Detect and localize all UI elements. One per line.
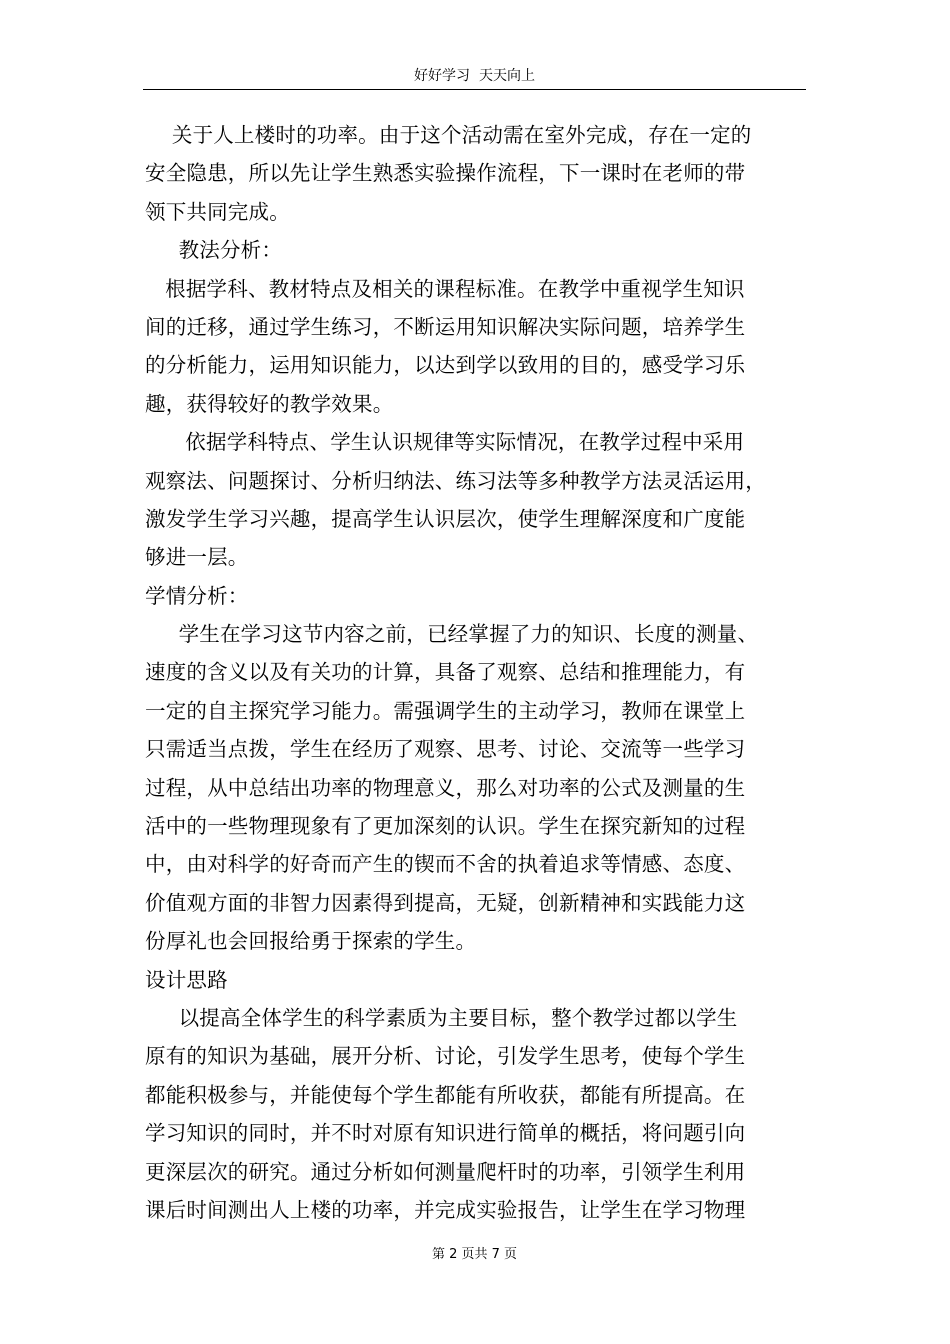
header-divider [143, 89, 806, 90]
text-line: 课后时间测出人上楼的功率，并完成实验报告，让学生在学习物理 [145, 1197, 746, 1222]
text-line: 都能积极参与，并能使每个学生都能有所收获，都能有所提高。在 [145, 1082, 746, 1107]
text-line: 价值观方面的非智力因素得到提高，无疑，创新精神和实践能力这 [145, 890, 746, 915]
text-line: 激发学生学习兴趣，提高学生认识层次，使学生理解深度和广度能 [145, 506, 746, 531]
text-line: 中，由对科学的好奇而产生的锲而不舍的执着追求等情感、态度、 [145, 852, 746, 877]
text-line: 观察法、问题探讨、分析归纳法、练习法等多种教学方法灵活运用， [145, 468, 766, 493]
text-line: 只需适当点拨，学生在经历了观察、思考、讨论、交流等一些学习 [145, 737, 746, 762]
text-line: 更深层次的研究。通过分析如何测量爬杆时的功率，引领学生利用 [145, 1159, 746, 1184]
page-header: 好好学习 天天向上 [414, 68, 535, 84]
page-footer: 第 2 页共 7 页 [431, 1247, 518, 1262]
text-line: 活中的一些物理现象有了更加深刻的认识。学生在探究新知的过程 [145, 814, 746, 839]
text-line: 领下共同完成。 [145, 199, 290, 224]
text-line: 依据学科特点、学生认识规律等实际情况，在教学过程中采用 [145, 430, 745, 455]
text-line: 够进一层。 [145, 545, 249, 570]
text-line: 一定的自主探究学习能力。需强调学生的主动学习，教师在课堂上 [145, 698, 746, 723]
text-line: 学生在学习这节内容之前，已经掌握了力的知识、长度的测量、 [145, 622, 759, 647]
text-line: 安全隐患，所以先让学生熟悉实验操作流程，下一课时在老师的带 [145, 161, 746, 186]
text-line: 原有的知识为基础，展开分析、讨论，引发学生思考，使每个学生 [145, 1044, 746, 1069]
text-line: 的分析能力，运用知识能力，以达到学以致用的目的，感受学习乐 [145, 353, 746, 378]
text-line: 份厚礼也会回报给勇于探索的学生。 [145, 929, 477, 954]
text-line: 根据学科、教材特点及相关的课程标准。在教学中重视学生知识 [145, 276, 745, 301]
text-line: 以提高全体学生的科学素质为主要目标，整个教学过都以学生 [145, 1005, 738, 1030]
text-line: 学习知识的同时，并不时对原有知识进行简单的概括，将问题引向 [145, 1121, 746, 1146]
text-line: 过程，从中总结出功率的物理意义，那么对功率的公式及测量的生 [145, 775, 746, 800]
document-body [145, 116, 809, 1229]
section-heading-design-idea: 设计思路 [145, 967, 228, 992]
text-line: 速度的含义以及有关功的计算，具备了观察、总结和推理能力，有 [145, 660, 746, 685]
section-heading-student-analysis: 学情分析： [145, 583, 249, 608]
text-line: 间的迁移，通过学生练习，不断运用知识解决实际问题，培养学生 [145, 314, 746, 339]
text-line: 趣，获得较好的教学效果。 [145, 391, 394, 416]
text-line: 关于人上楼时的功率。由于这个活动需在室外完成，存在一定的 [145, 123, 752, 147]
section-heading-teaching-method: 教法分析： [145, 238, 283, 263]
